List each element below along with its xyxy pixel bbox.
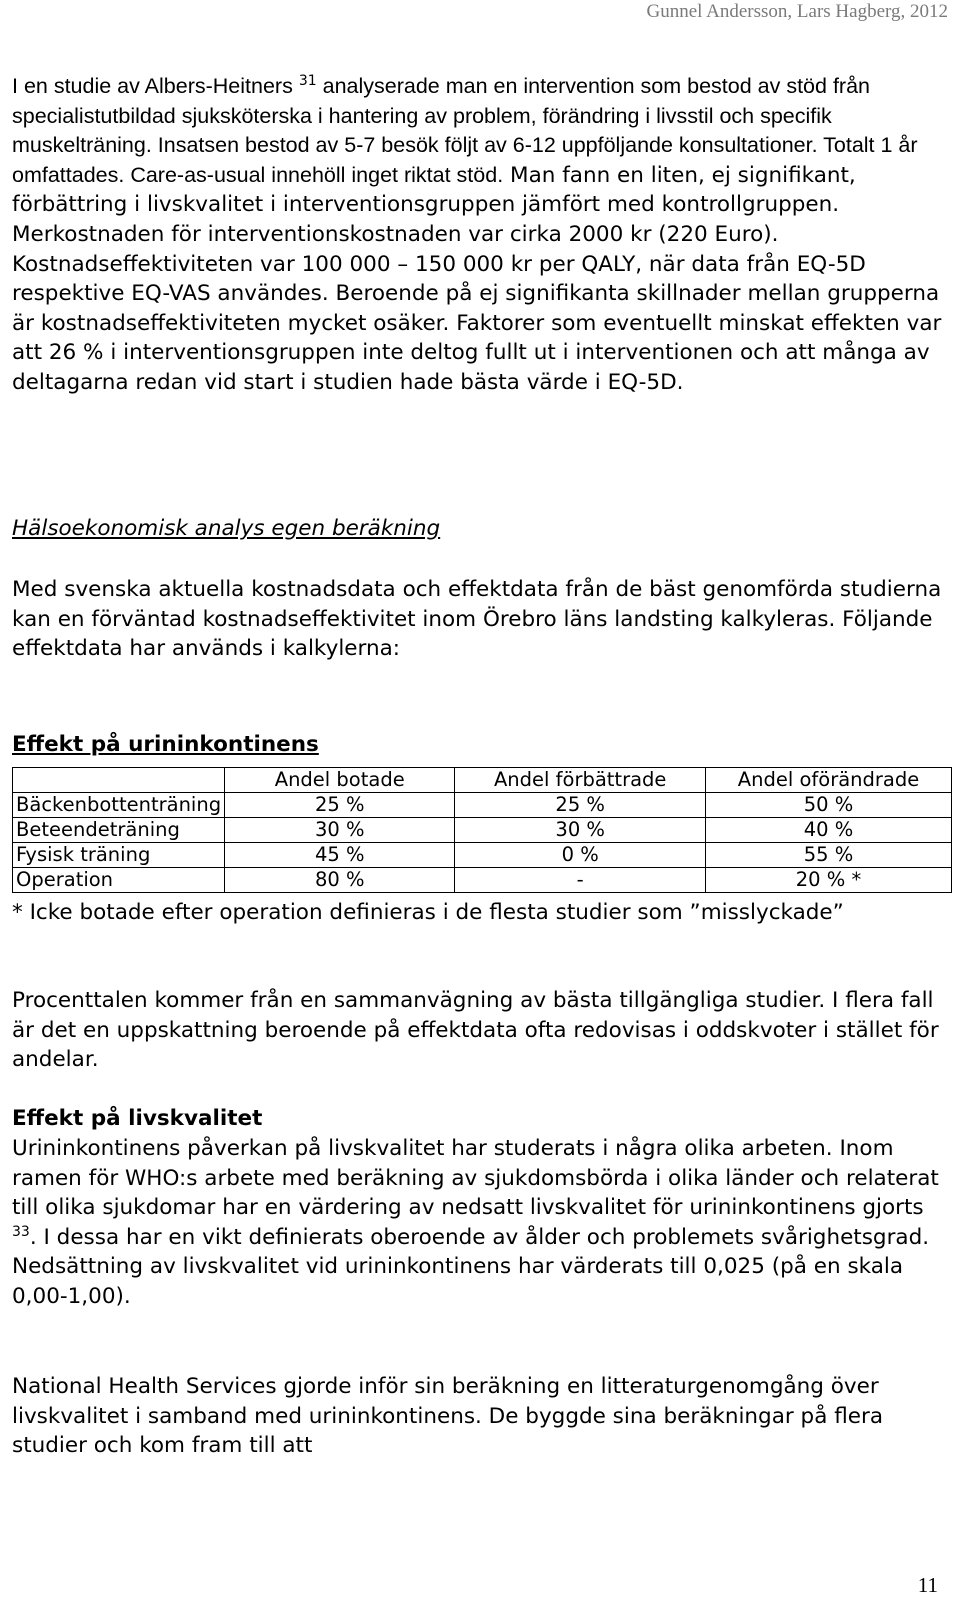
table-cell: 25 % <box>455 793 706 818</box>
table-cell: 30 % <box>455 818 706 843</box>
paragraph-nhs-review: National Health Services gjorde inför sin beräkning en litteraturgenomgång över livskvalitet i samband med urininkontinens. De byggde sina beräkningar på flera studier och kom fram till att <box>12 1374 883 1459</box>
paragraph-part-1: I en studie av Albers-Heitners <box>12 74 299 98</box>
table-cell: 55 % <box>706 843 952 868</box>
table-row-label: Beteendeträning <box>13 818 225 843</box>
table-cell: 30 % <box>225 818 455 843</box>
table-row <box>13 793 952 818</box>
section-title-health-economics: Hälsoekonomisk analys egen beräkning <box>12 516 441 541</box>
table-cell: 0 % <box>455 843 706 868</box>
paragraph-part-2: analyserade man en intervention som bestod av stöd från specialistutbildad sjuksköterska i hantering av problem, förändring i livsstil och specifik muskelträning. Insatsen bestod av 5-7 besök följt av 6-12 uppföljande konsultationer. Totalt 1 år omfattades. Care-as-usual innehöll inget riktat stöd. <box>12 74 918 187</box>
heading-effect-incontinence: Effekt på urininkontinens <box>12 732 319 757</box>
table-cell: 20 % * <box>706 868 952 893</box>
table-cell: 25 % <box>225 793 455 818</box>
table-cell: 45 % <box>225 843 455 868</box>
table-cell: 50 % <box>706 793 952 818</box>
heading-effect-quality-of-life: Effekt på livskvalitet <box>12 1106 263 1131</box>
table-header-cell <box>13 768 225 793</box>
effect-table <box>12 767 952 893</box>
table-cell: - <box>455 868 706 893</box>
reference-31: 31 <box>298 72 317 89</box>
table-header-cell: Andel botade <box>225 768 455 793</box>
paragraph-albers-heitners-study <box>12 72 952 398</box>
paragraph-calculation-intro: Med svenska aktuella kostnadsdata och effektdata från de bäst genomförda studierna kan en förväntad kostnadseffektivitet inom Örebro läns landsting kalkyleras. Följande effektdata har används i kalkylerna: <box>12 577 942 662</box>
table-footnote: * Icke botade efter operation definieras i de flesta studier som ”misslyckade” <box>12 900 844 925</box>
paragraph-who-quality-of-life <box>12 1134 952 1312</box>
table-row <box>13 818 952 843</box>
table-row-label: Fysisk träning <box>13 843 225 868</box>
table-header-cell: Andel förbättrade <box>455 768 706 793</box>
page-number: 11 <box>917 1573 938 1597</box>
table-row-label: Bäckenbottenträning <box>13 793 225 818</box>
paragraph-percentages-source: Procenttalen kommer från en sammanvägning av bästa tillgängliga studier. I flera fall är det en uppskattning beroende på effektdata ofta redovisas i oddskvoter i stället för andelar. <box>12 988 939 1073</box>
table-header-row <box>13 768 952 793</box>
paragraph-part-2: . I dessa har en vikt definierats oberoende av ålder och problemets svårighetsgrad. Nedsättning av livskvalitet vid urininkontinens har värderats till 0,025 (på en skala 0,00-1,00). <box>12 1224 930 1309</box>
table-row-label: Operation <box>13 868 225 893</box>
table-cell: 80 % <box>225 868 455 893</box>
reference-33: 33 <box>12 1223 30 1240</box>
paragraph-part-3: Man fann en liten, ej signifikant, förbättring i livskvalitet i interventionsgruppen jämfört med kontrollgruppen. Merkostnaden för interventionskostnaden var cirka 2000 kr (220 Euro). Kostnadseffektiviteten var 100 000 – 150 000 kr per QALY, när data från EQ-5D respektive EQ-VAS användes. Beroende på ej signifikanta skillnader mellan grupperna är kostnadseffektiviteten mycket osäker. Faktorer som eventuellt minskat effekten var att 26 % i interventionsgruppen inte deltog fullt ut i interventionen och att många av deltagarna redan vid start i studien hade bästa värde i EQ-5D. <box>12 162 942 395</box>
paragraph-part-1: Urininkontinens påverkan på livskvalitet har studerats i några olika arbeten. Inom ramen för WHO:s arbete med beräkning av sjukdomsbörda i olika länder och relaterat till olika sjukdomar har en värdering av nedsatt livskvalitet för urininkontinens gjorts <box>12 1136 939 1221</box>
table-row <box>13 868 952 893</box>
page-header-authors: Gunnel Andersson, Lars Hagberg, 2012 <box>646 1 948 22</box>
effect-table-body <box>13 768 952 893</box>
table-cell: 40 % <box>706 818 952 843</box>
table-header-cell: Andel oförändrade <box>706 768 952 793</box>
table-row <box>13 843 952 868</box>
